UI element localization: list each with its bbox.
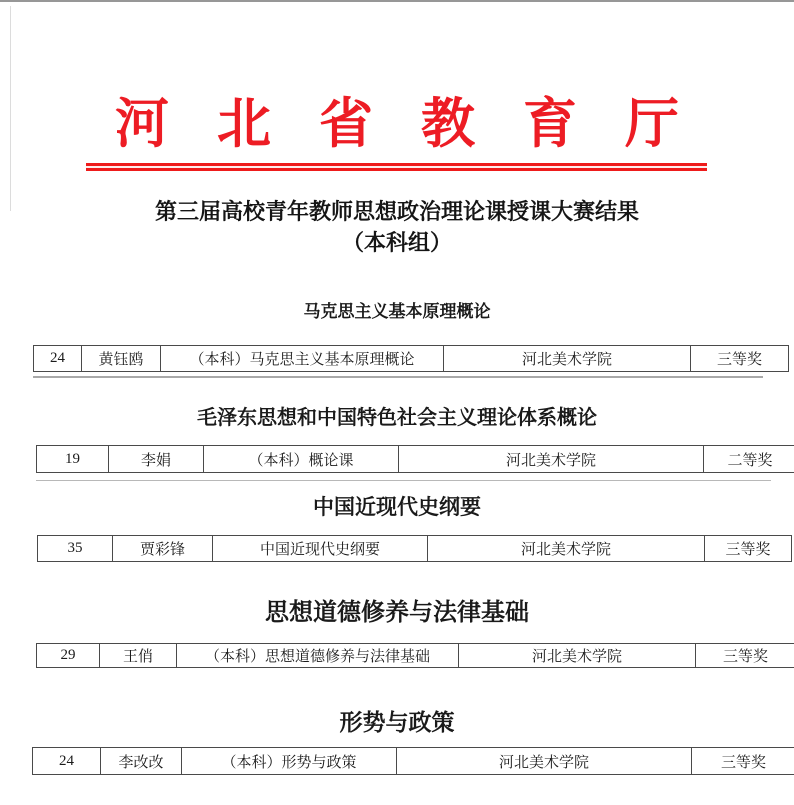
- award-table: [36, 445, 794, 473]
- letterhead-double-rule: [86, 163, 707, 171]
- award-table: [37, 535, 792, 562]
- table-row: [37, 644, 794, 668]
- table-row: [37, 446, 794, 473]
- cell-school: 河北美术学院: [397, 748, 692, 775]
- cell-teacher-name: 王俏: [100, 644, 177, 668]
- cell-course: 中国近现代史纲要: [213, 536, 428, 562]
- cell-number: 24: [34, 346, 82, 372]
- cell-award: 二等奖: [704, 446, 794, 473]
- cell-school: 河北美术学院: [399, 446, 704, 473]
- cell-teacher-name: 贾彩锋: [113, 536, 213, 562]
- cell-teacher-name: 黄钰鸥: [82, 346, 161, 372]
- scan-top-edge-line: [0, 0, 794, 2]
- document-subtitle: （本科组）: [341, 230, 452, 255]
- cell-course: （本科）思想道德修养与法律基础: [177, 644, 459, 668]
- cropped-next-row-edge: [36, 480, 771, 481]
- cell-school: 河北美术学院: [444, 346, 691, 372]
- section-heading-marxism: 马克思主义基本原理概论: [303, 302, 491, 321]
- letterhead-title: 河北省教育厅: [115, 94, 727, 154]
- cell-award: 三等奖: [692, 748, 794, 775]
- cell-award: 三等奖: [691, 346, 789, 372]
- table-row: [33, 748, 794, 775]
- award-table: [33, 345, 789, 372]
- cell-number: 35: [38, 536, 113, 562]
- award-table: [32, 747, 794, 775]
- cell-number: 29: [37, 644, 100, 668]
- cell-course: （本科）形势与政策: [182, 748, 397, 775]
- cell-number: 19: [37, 446, 109, 473]
- section-heading-morality-law: 思想道德修养与法律基础: [265, 599, 529, 626]
- cell-award: 三等奖: [696, 644, 794, 668]
- cell-teacher-name: 李娟: [109, 446, 204, 473]
- section-heading-modern-history: 中国近现代史纲要: [313, 496, 481, 519]
- cell-course: （本科）马克思主义基本原理概论: [161, 346, 444, 372]
- cell-number: 24: [33, 748, 101, 775]
- table-row: [38, 536, 792, 562]
- section-heading-situation-policy: 形势与政策: [339, 709, 455, 735]
- cropped-next-row-edge: [33, 376, 763, 378]
- document-title: 第三届高校青年教师思想政治理论课授课大赛结果: [154, 199, 639, 224]
- cell-award: 三等奖: [705, 536, 792, 562]
- section-heading-mao-theory: 毛泽东思想和中国特色社会主义理论体系概论: [197, 407, 597, 429]
- award-table: [36, 643, 794, 668]
- cell-school: 河北美术学院: [459, 644, 696, 668]
- cell-course: （本科）概论课: [204, 446, 399, 473]
- cell-school: 河北美术学院: [428, 536, 705, 562]
- table-row: [34, 346, 789, 372]
- cell-teacher-name: 李改改: [101, 748, 182, 775]
